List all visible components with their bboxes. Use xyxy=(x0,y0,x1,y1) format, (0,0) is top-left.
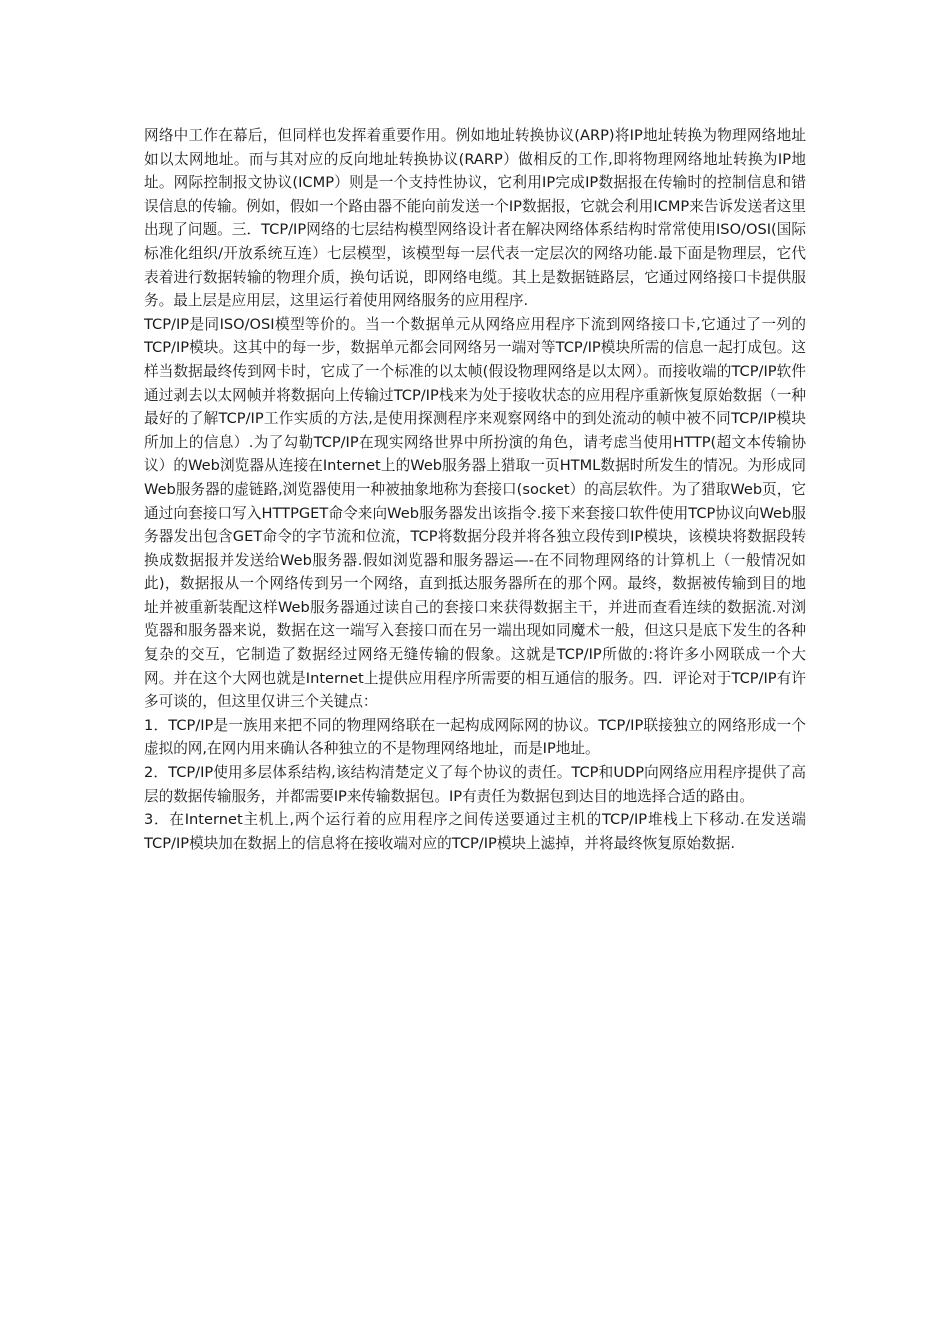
document-body xyxy=(144,124,806,855)
paragraph-4: 2．TCP/IP使用多层体系结构,该结构清楚定义了每个协议的责任。TCP和UDP向网络应用程序提供了高层的数据传输服务，并都需要IP来传输数据包。IP有责任为数据包到达目的地选择合适的路由。 xyxy=(144,764,806,805)
paragraph-2: TCP/IP是同ISO/OSI模型等价的。当一个数据单元从网络应用程序下流到网络接口卡,它通过了一列的TCP/IP模块。这其中的每一步，数据单元都会同网络另一端对等TCP/IP模块所需的信息一起打成包。这样当数据最终传到网卡时，它成了一个标准的以太帧(假设物理网络是以太网）。而接收端的TCP/IP软件通过剥去以太网帧并将数据向上传输过TCP/IP栈来为处于接收状态的应用程序重新恢复原始数据（一种最好的了解TCP/IP工作实质的方法,是使用探测程序来观察网络中的到处流动的帧中被不同TCP/IP模块所加上的信息）.为了勾勒TCP/IP在现实网络世界中所扮演的角色，请考虑当使用HTTP(超文本传输协议）的Web浏览器从连接在Internet上的Web服务器上猎取一页HTML数据时所发生的情况。为形成同Web服务器的虚链路,浏览器使用一种被抽象地称为套接口(socket）的高层软件。为了猎取Web页，它通过向套接口写入HTTPGET命令来向Web服务器发出该指令.接下来套接口软件使用TCP协议向Web服务器发出包含GET命令的字节流和位流，TCP将数据分段并将各独立段传到IP模块，该模块将数据段转换成数据报并发送给Web服务器.假如浏览器和服务器运—-在不同物理网络的计算机上（一般情况如此)，数据报从一个网络传到另一个网络，直到抵达服务器所在的那个网。最终，数据被传输到目的地址并被重新装配这样Web服务器通过读自己的套接口来获得数据主干，并进而查看连续的数据流.对浏览器和服务器来说，数据在这一端写入套接口而在另一端出现如同魔术一般，但这只是底下发生的各种复杂的交互，它制造了数据经过网络无缝传输的假象。这就是TCP/IP所做的:将许多小网联成一个大网。并在这个大网也就是Internet上提供应用程序所需要的相互通信的服务。四．评论对于TCP/IP有许多可谈的，但这里仅讲三个关键点： xyxy=(144,315,806,711)
paragraph-3: 1．TCP/IP是一族用来把不同的物理网络联在一起构成网际网的协议。TCP/IP联接独立的网络形成一个虚拟的网,在网内用来确认各种独立的不是物理网络地址，而是IP地址。 xyxy=(144,716,806,758)
paragraph-1: 网络中工作在幕后，但同样也发挥着重要作用。例如地址转换协议(ARP)将IP地址转换为物理网络地址如以太网地址。而与其对应的反向地址转换协议(RARP）做相反的工作,即将物理网络地址转换为IP地址。网际控制报文协议(ICMP）则是一个支持性协议，它利用IP完成IP数据报在传输时的控制信息和错误信息的传输。例如，假如一个路由器不能向前发送一个IP数据报，它就会利用ICMP来告诉发送者这里出现了问题。三．TCP/IP网络的七层结构模型网络设计者在解决网络体系结构时常常使用ISO/OSI(国际标准化组织/开放系统互连）七层模型，该模型每一层代表一定层次的网络功能.最下面是物理层，它代表着进行数据转输的物理介质，换句话说，即网络电缆。其上是数据链路层，它通过网络接口卡提供服务。最上层是应用层，这里运行着使用网络服务的应用程序. xyxy=(144,127,806,310)
paragraph-5: 3．在Internet主机上,两个运行着的应用程序之间传送要通过主机的TCP/IP堆栈上下移动.在发送端TCP/IP模块加在数据上的信息将在接收端对应的TCP/IP模块上滤掉，并将最终恢复原始数据. xyxy=(144,811,806,852)
